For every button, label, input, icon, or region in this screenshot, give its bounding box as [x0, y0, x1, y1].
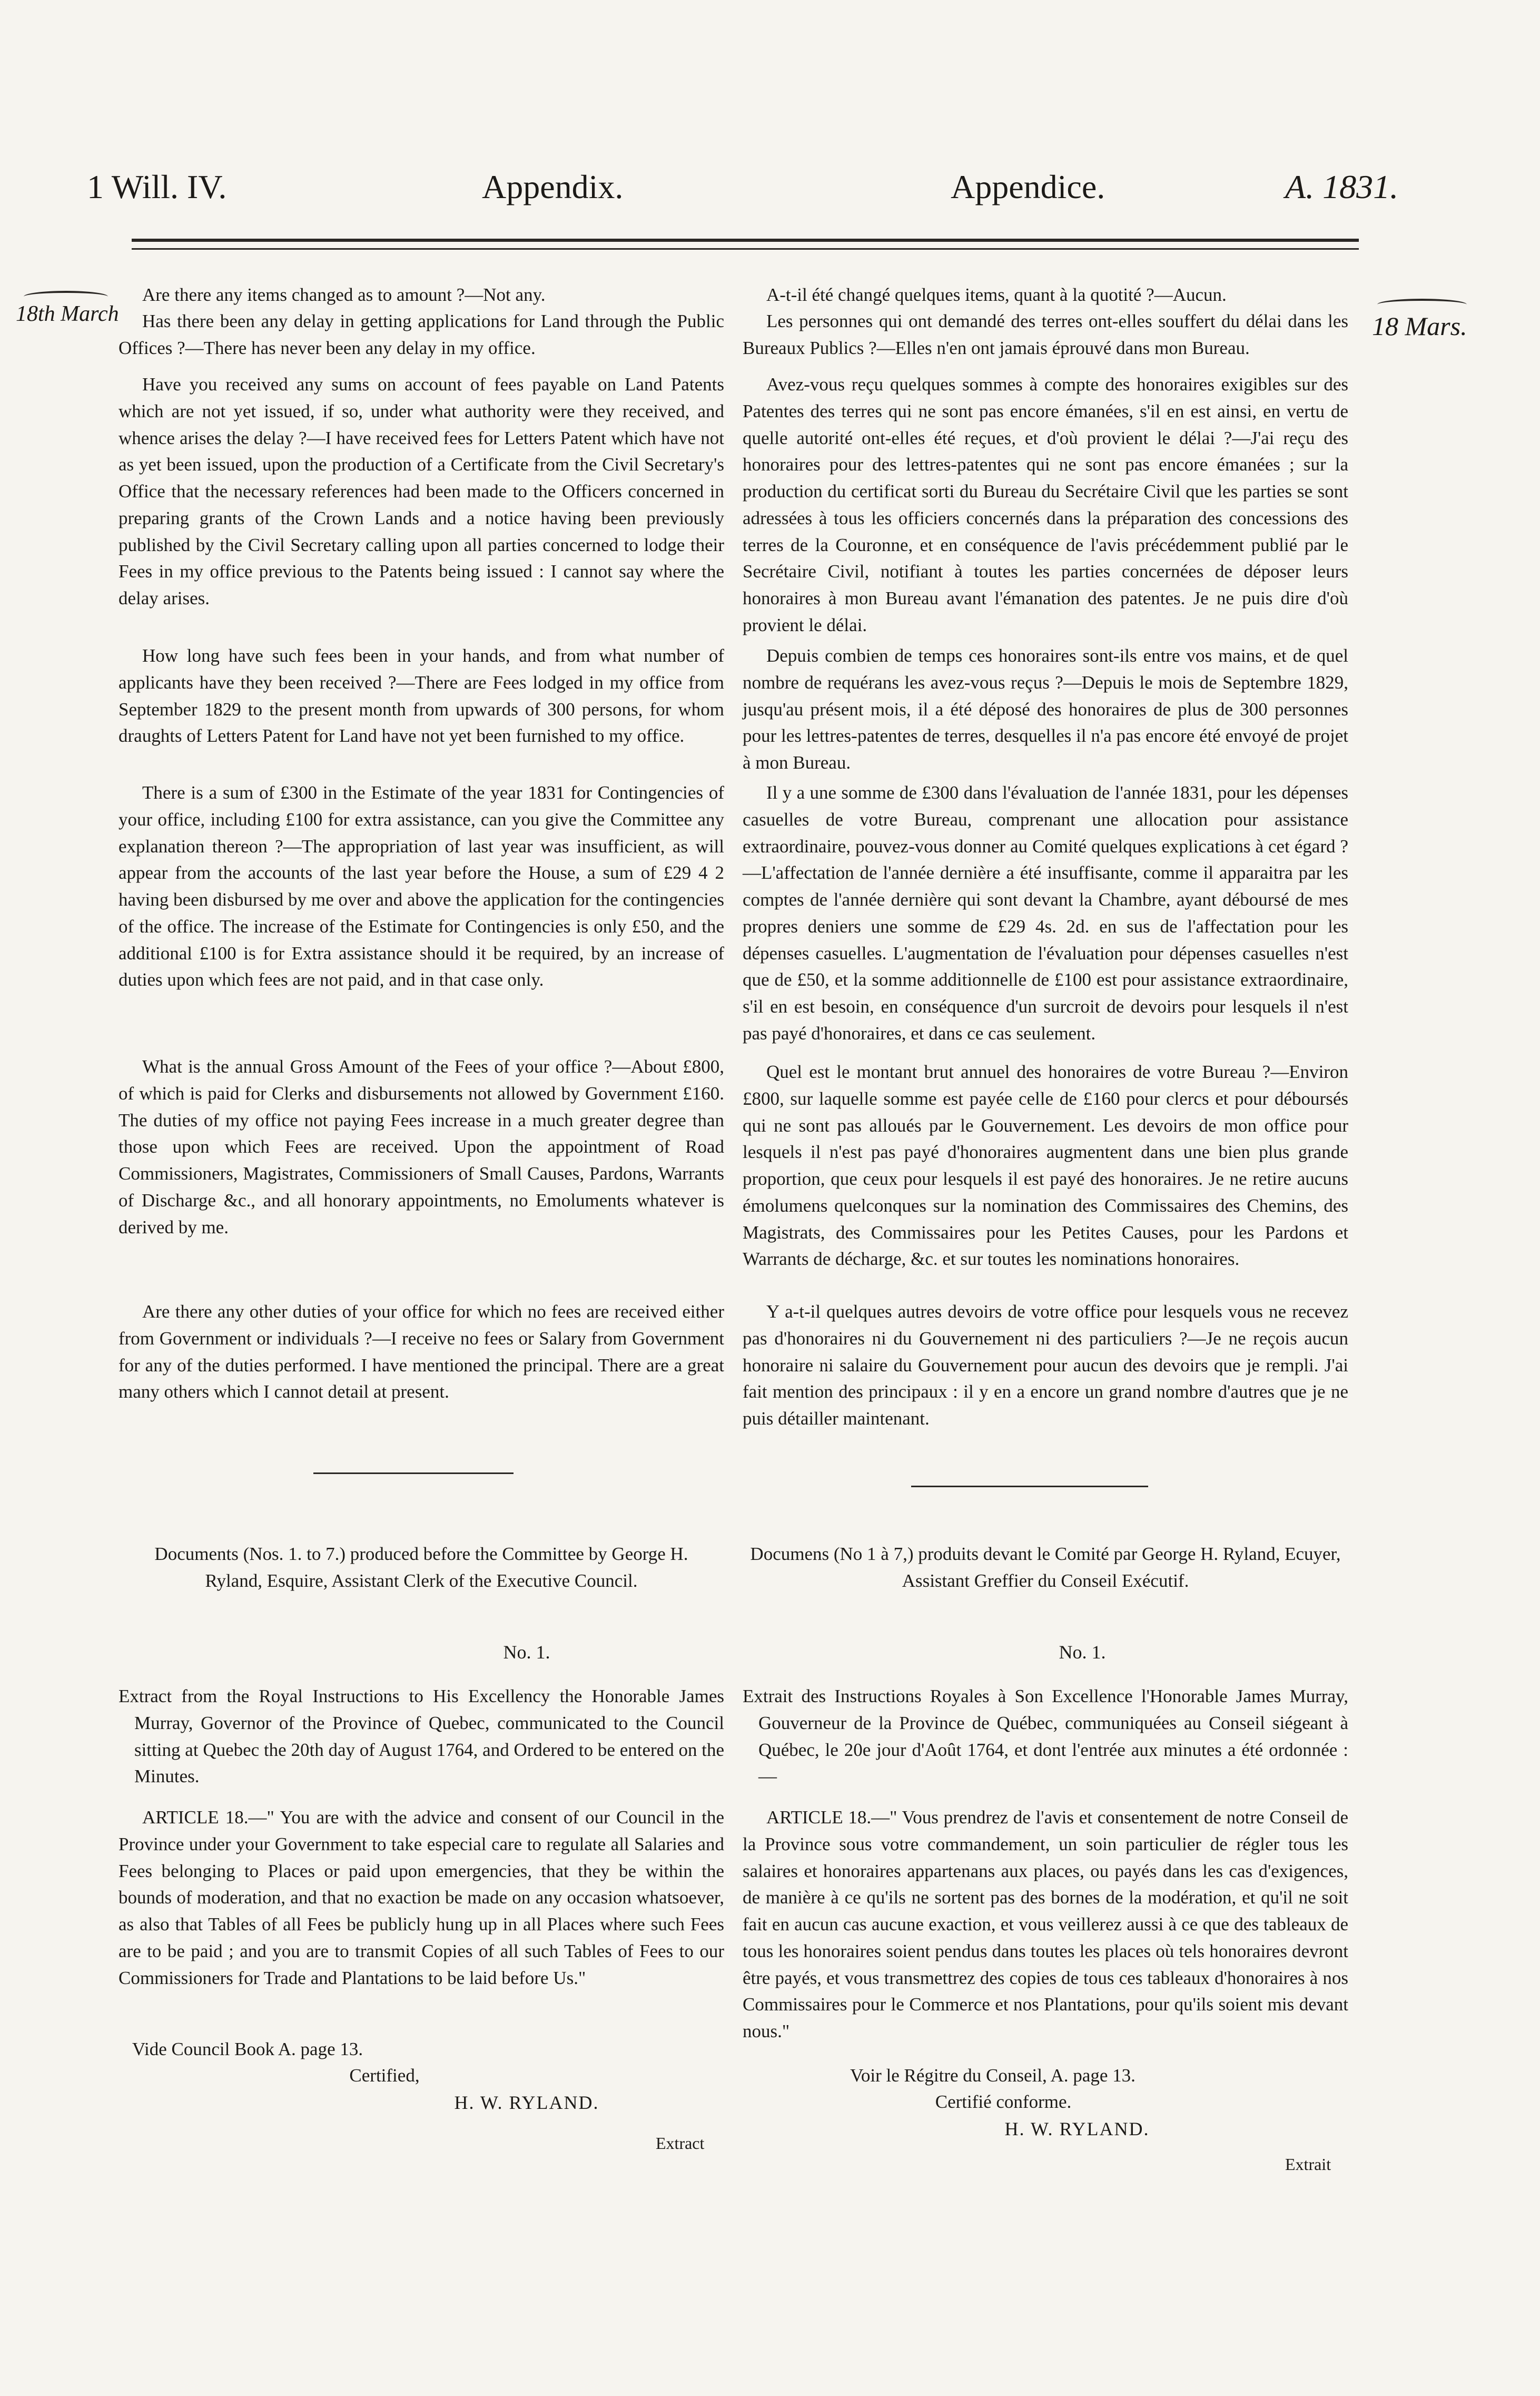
margin-flourish-right: [1377, 299, 1467, 310]
header-rule-thick: [132, 239, 1359, 242]
question-fees-held-fr: Depuis combien de temps ces honoraires sont-ils entre vos mains, et de quel nombre de requérans les avez-vous reçus ?—Depuis le mois de Septembre 1829, jusqu'au présent mois, il a été déposé des honoraires de plus de 300 personnes pour les lettres-patentes de terres, desquelles il n'a pas encore été envoyé de projet à mon Bureau.: [743, 645, 1348, 773]
header-title-english: Appendix.: [482, 168, 624, 205]
question-fees-received-fr: Avez-vous reçu quelques sommes à compte des honoraires exigibles sur des Patentes des terres qui ne sont pas encore émanées, s'il en est ainsi, en vertu de quelle autorité ont-elles été reçues, et d'où provient le délai ?—J'ai reçu des honoraires pour des lettres-patentes qui ne sont pas encore émanées ; sur la production du certificat sorti du Bureau du Secrétaire Civil que les parties se sont adressées à tous les officiers concernés dans la préparation des concessions des terres de la Couronne, et en conséquence de l'avis précédemment publié par le Secrétaire Civil, notifiant à toutes les parties concernées de déposer leurs honoraires à mon Bureau avant l'émanation des patentes. Je ne puis dire d'où provient le délai.: [743, 374, 1348, 635]
question-delay-applications-fr: Les personnes qui ont demandé des terres ont-elles souffert du délai dans les Bureaux Publics ?—Elles n'en ont jamais éprouvé dans mon Bureau.: [743, 311, 1348, 358]
question-gross-amount-fr: Quel est le montant brut annuel des honoraires de votre Bureau ?—Environ £800, sur laquelle somme est payée celle de £160 pour clercs et pour déboursés qui ne sont pas alloués par le Gouvernement. Les devoirs de mon office pour lesquels il n'est pas payé d'honoraires augmentent dans une bien plus grande proportion, que ceux pour lesquels il est payé des honoraires. Je ne retire aucuns émolumens quelconques sur la nomination des Commissaires des Chemins, des Magistrats, des Commissaires pour les Petites Causes, pour les Pardons et Warrants de décharge, &c. et sur toutes les nominations honoraires.: [743, 1062, 1348, 1270]
question-contingencies-fr: Il y a une somme de £300 dans l'évaluation de l'année 1831, pour les dépenses casuelles de votre Bureau, comprenant une allocation pour assistance extraordinaire, pouvez-vous donner au Comité quelques explications à cet égard ?—L'affectation de l'année dernière a été insuffisante, comme il apparaitra par les comptes de l'année dernière qui sont devant la Chambre, ayant déboursé de mes propres deniers une somme de £29 4s. 2d. en sus de l'affectation pour les dépenses casuelles. L'augmentation de l'évaluation pour dépenses casuelles n'est que de £50, et la somme additionnelle de £100 est pour assistance extraordinaire, s'il en est besoin, en conséquence d'un surcroit de devoirs pour lesquels il n'est pas payé d'honoraires, et dans ce cas seulement.: [743, 782, 1348, 1044]
question-items-changed-fr: A-t-il été changé quelques items, quant à la quotité ?—Aucun.: [766, 284, 1227, 305]
header-title-french: Appendice.: [951, 168, 1105, 205]
extract-introduction-fr: Extrait des Instructions Royales à Son Excellence l'Honorable James Murray, Gouverneur de la Province de Québec, communiquées au Conseil siégeant à Québec, le 20e jour d'Août 1764, et dont l'entrée aux minutes a été ordonnée :—: [743, 1686, 1348, 1787]
question-delay-applications: Has there been any delay in getting applications for Land through the Public Offices ?—There has never been any delay in my office.: [119, 311, 724, 358]
extract-introduction: Extract from the Royal Instructions to His Excellency the Honorable James Murray, Governor of the Province of Quebec, communicated to the Council sitting at Quebec the 20th day of August 1764, and Ordered to be entered on the Minutes.: [119, 1686, 724, 1787]
header-year: A. 1831.: [1285, 168, 1399, 205]
council-book-reference: Vide Council Book A. page 13.: [132, 2039, 363, 2059]
section-divider-fr: [911, 1486, 1148, 1487]
question-items-changed: Are there any items changed as to amount ?—Not any.: [142, 284, 546, 305]
section-divider: [313, 1472, 514, 1474]
certified-label: Certified,: [349, 2065, 420, 2086]
document-number-fr: No. 1.: [1059, 1642, 1106, 1663]
signature-ryland-fr: H. W. RYLAND.: [1004, 2118, 1150, 2139]
margin-date-french: 18 Mars.: [1372, 311, 1467, 341]
catchword-fr: Extrait: [1285, 2155, 1331, 2174]
margin-flourish-left: [24, 291, 108, 302]
question-fees-held: How long have such fees been in your hands, and from what number of applicants have they been received ?—There are Fees lodged in my office from September 1829 to the present month from upwards of 300 persons, for whom draughts of Letters Patent for Land have not yet been furnished to my office.: [119, 645, 724, 747]
header-rule-thin: [132, 248, 1359, 250]
certified-label-fr: Certifié conforme.: [935, 2091, 1072, 2112]
question-gross-amount: What is the annual Gross Amount of the Fees of your office ?—About £800, of which is paid for Clerks and disbursements not allowed by Government £160. The duties of my office not paying Fees increase in a much greater degree than those upon which Fees are received. Upon the appointment of Road Commissioners, Magistrates, Commissioners of Small Causes, Pardons, Warrants of Discharge &c., and all honorary appointments, no Emoluments whatever is derived by me.: [119, 1056, 724, 1238]
documents-heading-fr: Documens (No 1 à 7,) produits devant le Comité par George H. Ryland, Ecuyer, Assistant Greffier du Conseil Exécutif.: [750, 1544, 1341, 1591]
catchword: Extract: [656, 2134, 705, 2153]
council-book-reference-fr: Voir le Régitre du Conseil, A. page 13.: [850, 2065, 1136, 2086]
margin-date-english: 18th March: [16, 302, 119, 326]
documents-heading: Documents (Nos. 1. to 7.) produced before the Committee by George H. Ryland, Esquire, Assistant Clerk of the Executive Council.: [154, 1544, 688, 1591]
question-other-duties: Are there any other duties of your office for which no fees are received either from Government or individuals ?—I receive no fees or Salary from Government for any of the duties performed. I have mentioned the principal. There are a great many others which I cannot detail at present.: [119, 1301, 724, 1402]
signature-ryland: H. W. RYLAND.: [454, 2092, 599, 2113]
article-18-text-fr: ARTICLE 18.—" Vous prendrez de l'avis et consentement de notre Conseil de la Province sous votre commandement, un soin particulier de régler tous les salaires et honoraires appartenans aux places, ou payés dans les cas d'exigences, de manière à ce qu'ils ne sortent pas des bornes de la modération, et qu'il ne soit fait en aucun cas aucune exaction, et vous veillerez aussi à ce que des tableaux de tous les honoraires soient pendus dans toutes les places où tels honoraires devront être payés, et vous transmettrez des copies de tous ces tableaux d'honoraires à nos Commissaires pour le Commerce et nos Plantations, pour qu'ils soient mis devant nous.": [743, 1807, 1348, 2041]
question-other-duties-fr: Y a-t-il quelques autres devoirs de votre office pour lesquels vous ne recevez pas d'honoraires ni du Gouvernement ni des particuliers ?—Je ne reçois aucun honoraire ni salaire du Gouvernement pour aucun des devoirs que je rempli. J'ai fait mention des principaux : il y en a encore un grand nombre d'autres que je ne puis détailler maintenant.: [743, 1301, 1348, 1429]
session-label: 1 Will. IV.: [87, 168, 227, 205]
question-contingencies: There is a sum of £300 in the Estimate of the year 1831 for Contingencies of your office, including £100 for extra assistance, can you give the Committee any explanation thereon ?—The appropriation of last year was insufficient, as will appear from the accounts of the last year before the House, a sum of £29 4 2 having been disbursed by me over and above the application for the contingencies of the office. The increase of the Estimate for Contingencies is only £50, and the additional £100 is for Extra assistance should it be required, by an increase of duties upon which fees are not paid, and in that case only.: [119, 782, 724, 990]
article-18-text: ARTICLE 18.—" You are with the advice and consent of our Council in the Province under your Government to take especial care to regulate all Salaries and Fees belonging to Places or paid upon emergencies, that they be within the bounds of moderation, and that no exaction be made on any occasion whatsoever, as also that Tables of all Fees be publicly hung up in all Places where such Fees are to be paid ; and you are to transmit Copies of all such Tables of Fees to our Commissioners for Trade and Plantations to be laid before Us.": [119, 1807, 724, 1988]
document-number: No. 1.: [503, 1642, 550, 1663]
question-fees-received: Have you received any sums on account of fees payable on Land Patents which are not yet issued, if so, under what authority were they received, and whence arises the delay ?—I have received fees for Letters Patent which have not as yet been issued, upon the production of a Certificate from the Civil Secretary's Office that the necessary references had been made to the Officers concerned in preparing grants of the Crown Lands and a notice having been previously published by the Civil Secretary calling upon all parties concerned to lodge their Fees in my office previous to the Patents being issued : I cannot say where the delay arises.: [119, 374, 724, 608]
